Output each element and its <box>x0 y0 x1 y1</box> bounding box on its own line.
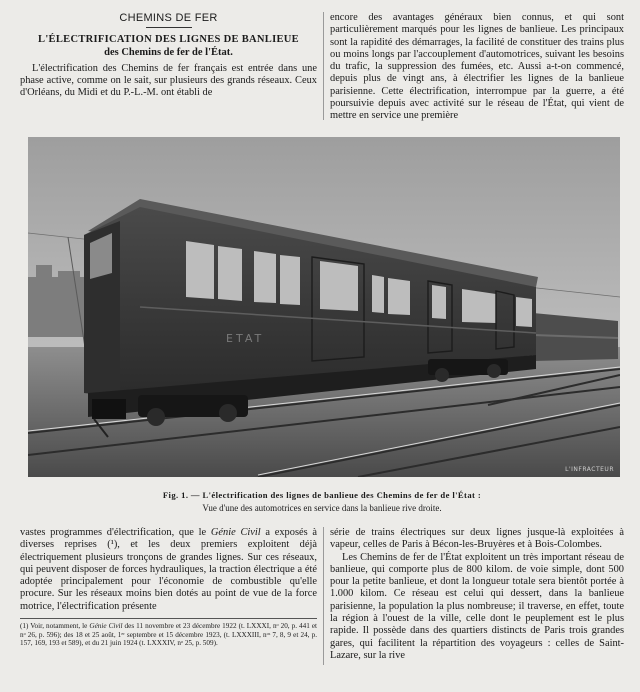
figure-caption-subtitle: Vue d'une des automotrices en service dans la banlieue rive droite. <box>202 503 442 513</box>
paragraph-bottom-right-1: série de trains électriques sur deux lignes jusque-là exploitées à vapeur, celles de Paris à Bécon-les-Bruyères et à Bois-Colombes. <box>330 527 624 551</box>
column-top-right <box>330 12 624 123</box>
railcar-photo <box>28 137 620 477</box>
column-bottom-left <box>20 527 317 613</box>
heading-rule <box>146 27 192 28</box>
column-rule-top <box>323 12 324 120</box>
column-top-left <box>20 12 317 100</box>
paragraph-top-right: encore des avantages généraux bien connus, et qui sont particulièrement marqués pour les lignes de banlieue. Les principaux sont la rapidité des démarrages, la facilité de constituer des trains plus ou moins longs par l'accouplement d'automotrices, suivant les besoins du trafic, la suppression des fumées, etc. Aussi a-t-on commencé, depuis plus de vingt ans, à électrifier les lignes de la banlieue parisienne. Cette électrification, interrompue par la guerre, a été poursuivie depuis avec activité sur le réseau de l'État, qui vient de mettre en service une première <box>330 12 624 122</box>
article-title: L'ÉLECTRIFICATION DES LIGNES DE BANLIEUE <box>38 34 299 46</box>
figure-caption-title: Fig. 1. — L'électrification des lignes de banlieue des Chemins de fer de l'État : <box>162 490 482 500</box>
column-rule-bottom <box>323 527 324 665</box>
column-bottom-right <box>330 527 624 662</box>
paragraph-bottom-right-2: Les Chemins de fer de l'État exploitent un très important réseau de banlieue, qui comporte plus de 800 kilom. de voie simple, dont 500 pour la petite banlieue, et dont la longueur totale sera bientôt portée à 1.000 kilom. Ce réseau est celui qui dessert, dans la banlieue parisienne, la population la plus nombreuse; il traverse, en effet, toute la région à l'ouest de la ville, celle dont le peuplement est le plus rapide. Il possède dans des quartiers distincts de Paris trois grandes gares, qui facilitent la répartition des voyageurs : celles de Saint-Lazare, sur la rive <box>330 551 624 661</box>
footnote: (1) Voir, notamment, le Génie Civil des 11 novembre et 23 décembre 1922 (t. LXXXI, nᵒ 20, p. 441 et nᵒ 26, p. 596); des 18 et 25 août, 1ᵉʳ septembre et 15 décembre 1923, (t. LXXXIII, nᵒˢ 7, 8, 9 et 24, p. 157, 169, 193 et 589), et du 21 juin 1924 (t. LXXXIV, nᵒ 25, p. 509). <box>20 622 318 648</box>
paragraph-bottom-left: vastes programmes d'électrification, que le Génie Civil a exposés à diverses reprises (¹), et les deux premiers exploitent déjà électriquement plusieurs tronçons de grandes lignes. Sur ces réseaux, qui peuvent disposer de forces hydrauliques, la traction électrique a été adoptée principalement pour l'économie de combustible qu'elle procure. Sur les réseaux moins bien dotés au point de vue de la force motrice, l'électrification présente <box>20 527 317 612</box>
footnote-rule <box>20 618 317 619</box>
photo-credit: L'INFRACTEUR <box>565 466 614 473</box>
intro-paragraph: L'électrification des Chemins de fer français est entrée dans une phase active, comme on le sait, sur plusieurs des grands réseaux. Ceux d'Orléans, du Midi et du P.-L.-M. ont établi de <box>20 62 317 99</box>
section-heading: CHEMINS DE FER <box>119 12 218 24</box>
article-subtitle: des Chemins de fer de l'État. <box>104 46 233 58</box>
carriage-lettering: ETAT <box>226 332 265 345</box>
